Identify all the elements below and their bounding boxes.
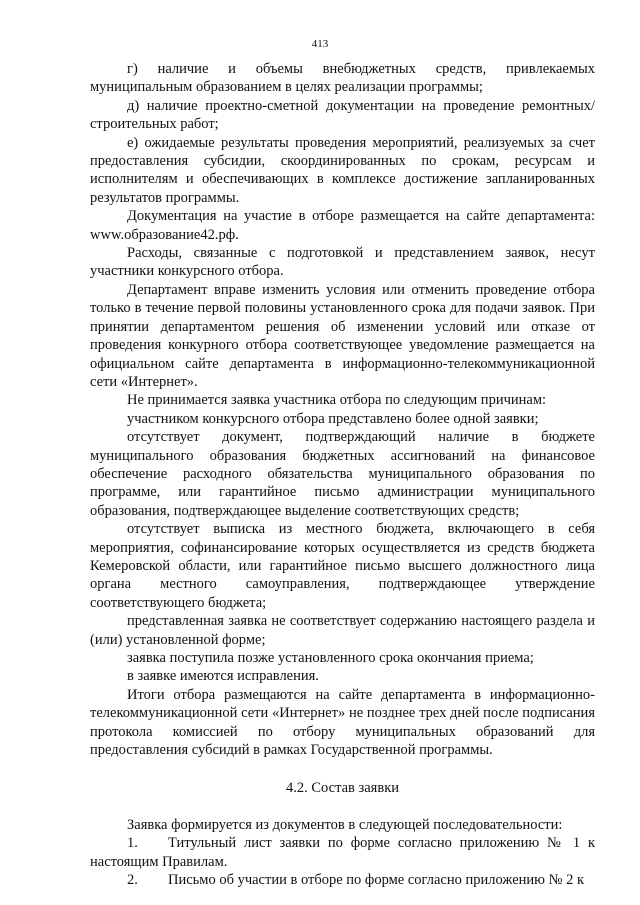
paragraph-reason-late: заявка поступила позже установленного срока окончания приема; (127, 650, 534, 666)
paragraph-intro: Заявка формируется из документов в следующей последовательности: (127, 816, 563, 833)
numbered-item (90, 871, 595, 889)
paragraph-d: д) наличие проектно-сметной документации на проведение ремонтных/строительных работ; (90, 97, 595, 133)
paragraph-reason-nonconforming: представленная заявка не соответствует содержанию настоящего раздела и (или) установленной форме; (90, 613, 595, 648)
paragraph-reason-no-document: отсутствует документ, подтверждающий наличие в бюджете муниципального образования бюджетных ассигнований на финансовое обеспечение расходного обязательства муниципального образования по программе, или гарантийное письмо администрации муниципального образования, подтверждающее выделение соответствующих средств; (90, 429, 595, 519)
paragraph-reason-multiple: участником конкурсного отбора представлено более одной заявки; (127, 410, 539, 427)
paragraph-reason-no-extract: отсутствует выписка из местного бюджета, включающего в себя мероприятия, софинансирование которых осуществляется из средств бюджета Кемеровской области, или гарантийное письмо высшего должностного лица органа местного самоуправления, подтверждающее утверждение соответствующего бюджета; (90, 521, 595, 611)
numbered-item (90, 834, 595, 871)
page-number: 413 (311, 38, 329, 50)
item-number: 2. (127, 872, 138, 889)
paragraph-results: Итоги отбора размещаются на сайте департамента в информационно-телекоммуникационной сети «Интернет» не позднее трех дней после подписания протокола комиссией по отбору муниципальных образований для предоставления субсидий в рамках Государственной программы. (90, 686, 595, 759)
item-text: Письмо об участии в отборе по форме согласно приложению № 2 к (168, 872, 584, 889)
paragraph-g: г) наличие и объемы внебюджетных средств, привлекаемых муниципальным образованием в целях реализации программы; (90, 61, 595, 96)
item-text: Титульный лист заявки по форме согласно приложению № 1 к настоящим Правилам. (90, 835, 595, 870)
paragraph-reason-corrections: в заявке имеются исправления. (127, 668, 319, 685)
paragraph-rejection-reasons: Не принимается заявка участника отбора по следующим причинам: (127, 392, 547, 409)
paragraph-e: е) ожидаемые результаты проведения мероприятий, реализуемых за счет предоставления субсидии, скоординированных по срокам, ресурсам и исполнителям и обеспечивающих в комплексе достижение запланированных результатов программы. (90, 134, 595, 206)
paragraph-department-rights: Департамент вправе изменить условия или отменить проведение отбора только в течение первой половины установленного срока для подачи заявок. При принятии департаментом решения об изменении условий или отказе от проведения конкурного отбора соответствующее уведомление размещается на официальном сайте департамента в информационно-телекоммуникационной сети «Интернет». (90, 281, 595, 390)
item-number: 1. (127, 835, 138, 852)
paragraph-expenses: Расходы, связанные с подготовкой и представлением заявок, несут участники конкурсного отбора. (90, 245, 595, 280)
section-heading: 4.2. Состав заявки (286, 780, 399, 797)
document-body (90, 60, 595, 889)
paragraph-documentation: Документация на участие в отборе размещается на сайте департамента: www.образование42.рф. (90, 208, 595, 243)
